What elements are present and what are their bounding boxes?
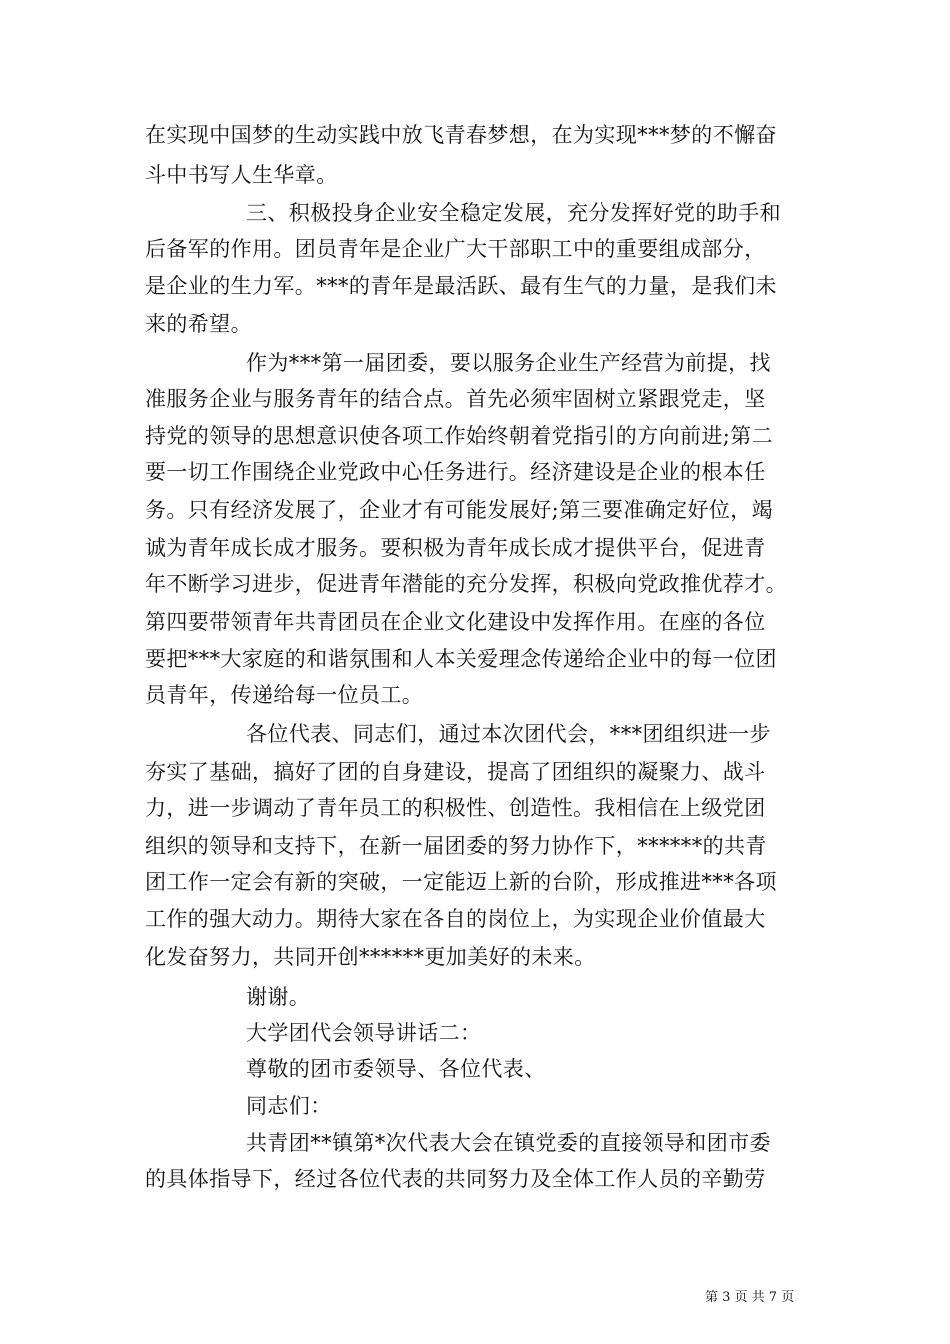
text-line: 务。只有经济发展了，企业才有可能发展好;第三要准确定好位，竭 [145, 498, 774, 522]
text-line: 年不断学习进步，促进青年潜能的充分发挥，积极向党政推优荐才。 [145, 572, 787, 596]
text-line: 夯实了基础，搞好了团的自身建设，提高了团组织的凝聚力、战斗 [145, 760, 766, 784]
text-line: 要把***大家庭的和谐氛围和人本关爱理念传递给企业中的每一位团 [145, 647, 777, 671]
text-line: 尊敬的团市委领导、各位代表、 [246, 1057, 546, 1081]
text-line: 斗中书写人生华章。 [145, 163, 338, 187]
text-line: 三、积极投身企业安全稳定发展，充分发挥好党的助手和 [246, 201, 781, 225]
page-number: 第 3 页 共 7 页 [705, 1290, 795, 1305]
text-line: 谢谢。 [246, 985, 311, 1009]
text-line: 共青团**镇第*次代表大会在镇党委的直接领导和团市委 [246, 1131, 771, 1155]
text-line: 作为***第一届团委，要以服务企业生产经营为前提，找 [246, 351, 771, 375]
text-line: 后备军的作用。团员青年是企业广大干部职工中的重要组成部分， [145, 237, 766, 261]
text-line: 持党的领导的思想意识使各项工作始终朝着党指引的方向前进;第二 [145, 424, 774, 448]
text-line: 组织的领导和支持下，在新一届团委的努力协作下，******的共青 [145, 834, 767, 858]
text-line: 是企业的生力军。***的青年是最活跃、最有生气的力量，是我们未 [145, 274, 777, 298]
text-line: 在实现中国梦的生动实践中放飞青春梦想，在为实现***梦的不懈奋 [145, 123, 777, 147]
text-line: 力，进一步调动了青年员工的积极性、创造性。我相信在上级党团 [145, 796, 766, 820]
text-line: 大学团代会领导讲话二： [246, 1021, 482, 1045]
text-line: 第四要带领青年共青团员在企业文化建设中发挥作用。在座的各位 [145, 610, 766, 634]
text-line: 的具体指导下，经过各位代表的共同努力及全体工作人员的辛勤劳 [145, 1167, 766, 1191]
text-line: 准服务企业与服务青年的结合点。首先必须牢固树立紧跟党走，坚 [145, 387, 766, 411]
text-line: 诚为青年成长成才服务。要积极为青年成长成才提供平台，促进青 [145, 536, 766, 560]
text-line: 员青年，传递给每一位员工。 [145, 683, 424, 707]
text-line: 来的希望。 [145, 312, 252, 336]
text-line: 工作的强大动力。期待大家在各自的岗位上，为实现企业价值最大 [145, 907, 766, 931]
text-line: 要一切工作围绕企业党政中心任务进行。经济建设是企业的根本任 [145, 460, 766, 484]
text-line: 化发奋努力，共同开创******更加美好的未来。 [145, 945, 596, 969]
text-line: 各位代表、同志们，通过本次团代会，***团组织进一步 [246, 722, 771, 746]
text-line: 同志们： [246, 1094, 332, 1118]
text-line: 团工作一定会有新的突破，一定能迈上新的台阶，形成推进***各项 [145, 870, 777, 894]
